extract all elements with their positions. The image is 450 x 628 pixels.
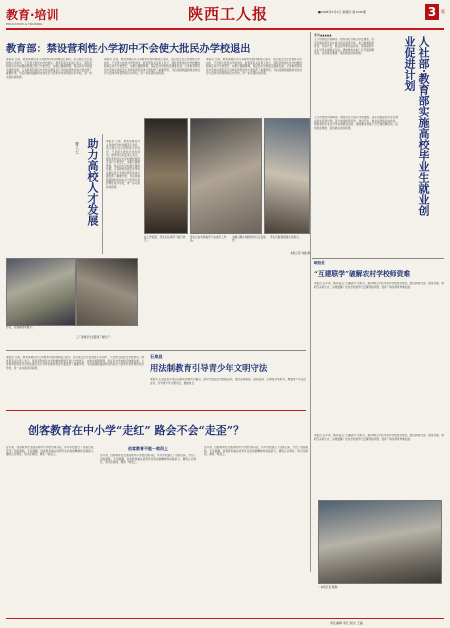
vertical-headline: 助力高校人才发展 [86,138,99,226]
stone-headline: 用法制教育引导青少年文明守法 [150,363,268,373]
mid-left-caption-1: 学员，在观看技术展示。 [6,326,35,329]
bottom-body-col3: 近年来，创客教育在全国各地中小学校迅速兴起，许多学校建立了创客空间，开设了创客课程。专家提醒，创客教育重在培养学生的创新精神和实践能力，要防止功利化、形式化倾向，避免一哄而上。 [204,446,308,456]
lead-body-col2: 本报讯 日前，教育部就民办义务教育学校问题答记者问，表示禁止设立营利性小学初中，不会使大批民办学校退出。教育部有关负责人表示，现有营利性民办学校要按照规定进行分类登记，实施过渡期管理，保证民办学校稳定健康发展。义务教育阶段民办学校在满足家长多样化教育需求方面发挥了重要作用，今后将继续鼓励和支持社会力量举办非营利性民办学校，进一步完善扶持政策。 [104,58,200,75]
mid-left-photo-1 [6,258,76,326]
feature-caption-3: 书画兴趣小组的同学们正在创作。 [232,236,266,243]
right-mid-kicker: 峡阳县 [314,261,325,265]
mid-left-photo-2 [76,258,138,326]
lead-body-col3: 本报讯 日前，教育部就民办义务教育学校问题答记者问，表示禁止设立营利性小学初中，不会使大批民办学校退出。教育部有关负责人表示，现有营利性民办学校要按照规定进行分类登记，实施过渡期管理，保证民办学校稳定健康发展。义务教育阶段民办学校在满足家长多样化教育需求方面发挥了重要作用，今后将继续鼓励和支持社会力量举办非营利性民办学校，进一步完善扶持政策。 [206,58,302,75]
feature-caption-1: 在工作室里，学生们认真学习装订技艺。 [144,236,186,243]
bottom-subhead: 创客教育不能一哄而上 [128,446,168,451]
bottom-rule [6,410,306,411]
feature-photo-1 [144,118,188,234]
right-top-kicker: 要闻▲▲▲▲▲ [314,33,332,37]
right-bottom-photo [318,500,442,584]
right-bottom-caption: （本报记者 陈静） [318,586,340,589]
stone-kicker: 石泉县 [150,354,163,359]
right-mid-body: 本报讯 近年来，峡阳县以“互建联学”为抓手，组织城区学校与农村学校结对帮扶，通过教师交流、课堂共建、教研互动等方式，有效缓解了农村学校师资力量薄弱的问题，促进了城乡教育均衡发展。 [314,282,444,289]
feature-caption-2: 学生们在老师指导下完成手工作品。 [190,236,227,243]
vertical-body: 本报讯 日前，教育部就民办义务教育学校问题答记者问，表示禁止设立营利性小学初中，不会使大批民办学校退出。教育部有关负责人表示，现有营利性民办学校要按照规定进行分类登记，实施过渡期管理，保证民办学校稳定健康发展。义务教育阶段民办学校在满足家长多样化教育需求方面发挥了重要作用，今后将继续鼓励和支持社会力量举办非营利性民办学校，进一步完善扶持政策。 [106,140,140,189]
section-subtitle: EDUCATION & TRAINING [6,22,43,26]
right-top-body-col1: 人力资源社会保障部、教育部近日联合印发通知，决定实施高校毕业生就业创业促进计划，着力加强政策宣传、岗位开发、就业指导和创业扶持，帮助高校毕业生尽早实现就业创业。通知要求各地广泛开展招聘活动，拓宽就业渠道，落实就业扶持政策。 [314,38,374,55]
date-line: ■2008年5月1日 星期四 第1345期 [318,10,366,14]
right-mid-headline: “互建联学”破解农村学校师资难 [314,270,411,278]
footer-rule [6,618,444,619]
bottom-body-col1: 近年来，创客教育在全国各地中小学校迅速兴起，许多学校建立了创客空间，开设了创客课程。专家提醒，创客教育重在培养学生的创新精神和实践能力，要防止功利化、形式化倾向，避免一哄而上。 [6,446,96,456]
page-number-badge: 3 [425,4,439,20]
stone-rule [6,350,306,351]
feature-credit: 本报记者 刘继 摄 [290,252,310,255]
vertical-rule [102,134,103,254]
right-top-headline: 人社部·教育部实施高校毕业生就业创业促进计划 [403,36,430,216]
masthead-rule [6,28,444,30]
vertical-byline: 曹八七 [75,142,80,154]
right-bottom-body: 本报讯 近年来，峡阳县以“互建联学”为抓手，组织城区学校与农村学校结对帮扶，通过教师交流、课堂共建、教研互动等方式，有效缓解了农村学校师资力量薄弱的问题，促进了城乡教育均衡发展。 [314,434,444,441]
section-title: 教育·培训 [6,8,59,22]
feature-photo-3 [264,118,310,234]
lead-body-col1: 本报讯 日前，教育部就民办义务教育学校问题答记者问，表示禁止设立营利性小学初中，不会使大批民办学校退出。教育部有关负责人表示，现有营利性民办学校要按照规定进行分类登记，实施过渡期管理，保证民办学校稳定健康发展。义务教育阶段民办学校在满足家长多样化教育需求方面发挥了重要作用，今后将继续鼓励和支持社会力量举办非营利性民办学校，进一步完善扶持政策。 [6,58,92,79]
right-top-rule [312,258,444,259]
right-top-body-col2: 人力资源社会保障部、教育部近日联合印发通知，决定实施高校毕业生就业创业促进计划，着力加强政策宣传、岗位开发、就业指导和创业扶持，帮助高校毕业生尽早实现就业创业。通知要求各地广泛开展招聘活动，拓宽就业渠道，落实就业扶持政策。 [314,116,398,130]
col-divider-1 [310,32,311,572]
bottom-body-col2: 近年来，创客教育在全国各地中小学校迅速兴起，许多学校建立了创客空间，开设了创客课程。专家提醒，创客教育重在培养学生的创新精神和实践能力，要防止功利化、形式化倾向，避免一哄而上。 [100,454,196,464]
page-label: 版 [441,9,445,14]
feature-photo-2 [190,118,262,234]
feature-caption-4: 学生们参观校园文化展示。 [270,236,302,239]
editor-line: 责任编辑 李红 版式 王磊 [330,621,363,625]
mid-left-caption-2: 工厂参观学生近距离了解生产。 [76,336,113,339]
lead-headline: 教育部：禁设营利性小学初中不会使大批民办学校退出 [6,43,251,55]
paper-name: 陕西工人报 [188,5,269,23]
stone-body: 本报讯 石泉县近年来以法制宣传教育为重点，组织开展法治进校园活动，通过法制讲座、模拟法庭、主题班会等形式，增强青少年法治意识，引导青少年文明守法，健康成长。 [150,378,306,385]
mid-left-body: 本报讯 日前，教育部就民办义务教育学校问题答记者问，表示禁止设立营利性小学初中，不会使大批民办学校退出。教育部有关负责人表示，现有营利性民办学校要按照规定进行分类登记，实施过渡期管理，保证民办学校稳定健康发展。义务教育阶段民办学校在满足家长多样化教育需求方面发挥了重要作用，今后将继续鼓励和支持社会力量举办非营利性民办学校，进一步完善扶持政策。 [6,356,144,370]
bottom-headline: 创客教育在中小学“走红” 路会不会“走歪”？ [28,424,245,437]
